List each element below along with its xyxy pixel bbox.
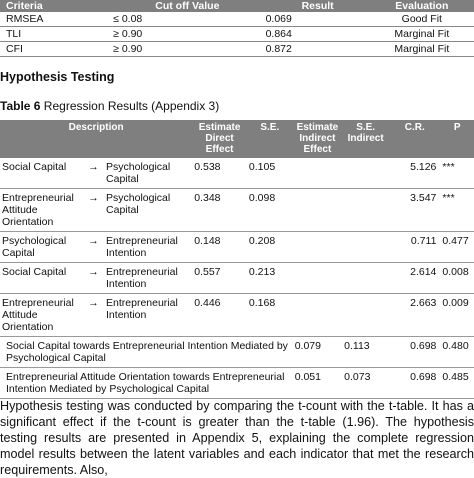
arrow-icon: →	[83, 263, 104, 294]
header-estimate-direct: Estimate Direct Effect	[198, 122, 241, 155]
row-p: 0.008	[440, 263, 474, 294]
fit-result: 0.872	[262, 42, 370, 57]
row-from: Entrepreneurial Attitude Orientation	[0, 189, 83, 232]
fit-row	[0, 12, 474, 27]
row-cr: 3.547	[389, 189, 440, 232]
fit-result: 0.864	[262, 27, 370, 42]
table-row-mediated	[0, 368, 474, 399]
fit-cutoff: ≥ 0.90	[109, 27, 261, 42]
row-estimate-direct: 0.538	[192, 158, 247, 189]
table-row	[0, 189, 474, 232]
row-se-indirect	[342, 294, 389, 337]
row-p: 0.480	[440, 337, 474, 368]
row-from: Entrepreneurial Attitude Orientation	[0, 294, 83, 337]
row-from: Social Capital	[0, 158, 83, 189]
row-estimate-direct: 0.148	[192, 232, 247, 263]
header-description: Description	[68, 122, 124, 133]
row-to: Entrepreneurial Intention	[104, 232, 192, 263]
row-se-indirect	[342, 158, 389, 189]
mediated-description: Social Capital towards Entrepreneurial Intention Mediated by Psychological Capital	[0, 337, 293, 368]
section-heading: Hypothesis Testing	[0, 70, 115, 84]
row-p: 0.009	[440, 294, 474, 337]
row-p: ***	[440, 189, 474, 232]
table-row	[0, 232, 474, 263]
regression-results-table	[0, 120, 474, 399]
row-cr: 0.711	[389, 232, 440, 263]
row-estimate-indirect	[293, 263, 342, 294]
row-se: 0.213	[247, 263, 293, 294]
row-se-indirect: 0.073	[342, 368, 389, 399]
row-estimate-direct: 0.557	[192, 263, 247, 294]
fit-table-header	[0, 0, 474, 12]
fit-row	[0, 27, 474, 42]
row-cr: 2.663	[389, 294, 440, 337]
row-se-indirect	[342, 189, 389, 232]
row-p: 0.485	[440, 368, 474, 399]
arrow-icon: →	[83, 232, 104, 263]
table-row-mediated	[0, 337, 474, 368]
fit-header-cutoff: Cut off Value	[155, 0, 220, 12]
fit-row	[0, 42, 474, 57]
table-row	[0, 158, 474, 189]
fit-criteria: RMSEA	[0, 12, 109, 27]
table-row	[0, 263, 474, 294]
row-to: Entrepreneurial Intention	[104, 263, 192, 294]
table-row	[0, 294, 474, 337]
fit-header-evaluation: Evaluation	[395, 0, 449, 12]
row-cr: 0.698	[389, 337, 440, 368]
fit-cutoff: ≥ 0.90	[109, 42, 261, 57]
fit-evaluation: Marginal Fit	[370, 27, 474, 42]
mediated-description: Entrepreneurial Attitude Orientation towards Entrepreneurial Intention Mediated by Psychological Capital	[0, 368, 293, 399]
row-p: 0.477	[440, 232, 474, 263]
fit-header-result: Result	[301, 0, 334, 12]
arrow-icon: →	[83, 294, 104, 337]
row-cr: 5.126	[389, 158, 440, 189]
header-se: S.E.	[260, 122, 280, 133]
row-se: 0.105	[247, 158, 293, 189]
table-caption-label: Table 6	[0, 99, 41, 113]
row-se: 0.168	[247, 294, 293, 337]
fit-evaluation: Good Fit	[370, 12, 474, 27]
fit-criteria-table	[0, 0, 474, 57]
row-se-indirect: 0.113	[342, 337, 389, 368]
fit-cutoff: ≤ 0.08	[109, 12, 261, 27]
row-from: Social Capital	[0, 263, 83, 294]
table-caption	[0, 99, 219, 113]
row-estimate-direct: 0.348	[192, 189, 247, 232]
row-se: 0.208	[247, 232, 293, 263]
body-paragraph: Hypothesis testing was conducted by comparing the t-count with the t-table. It has a significant effect if the t-count is greater than the t-table (1.96). The hypothesis testing results are presented in Appendix 5, explaining the complete regression model results between the latent variables and each indicator that met the research requirements. Also,	[0, 399, 474, 477]
fit-criteria: CFI	[0, 42, 109, 57]
row-se-indirect	[342, 232, 389, 263]
row-estimate-indirect	[293, 294, 342, 337]
table-caption-text: Regression Results (Appendix 3)	[40, 99, 220, 113]
row-estimate-indirect: 0.079	[293, 337, 342, 368]
row-to: Psychological Capital	[104, 189, 192, 232]
header-p: P	[453, 122, 461, 133]
fit-criteria: TLI	[0, 27, 109, 42]
fit-header-criteria: Criteria	[6, 0, 43, 12]
row-se: 0.098	[247, 189, 293, 232]
row-estimate-direct: 0.446	[192, 294, 247, 337]
row-se-indirect	[342, 263, 389, 294]
row-estimate-indirect	[293, 189, 342, 232]
regression-table-header	[0, 120, 474, 158]
fit-evaluation: Marginal Fit	[370, 42, 474, 57]
row-estimate-indirect	[293, 158, 342, 189]
arrow-icon: →	[83, 158, 104, 189]
row-cr: 2.614	[389, 263, 440, 294]
row-from: Psychological Capital	[0, 232, 83, 263]
row-p: ***	[440, 158, 474, 189]
arrow-icon: →	[83, 189, 104, 232]
row-estimate-indirect	[293, 232, 342, 263]
header-cr: C.R.	[404, 122, 425, 133]
row-estimate-indirect: 0.051	[293, 368, 342, 399]
header-se-indirect: S.E. Indirect	[347, 122, 384, 144]
header-estimate-indirect: Estimate Indirect Effect	[296, 122, 339, 155]
row-cr: 0.698	[389, 368, 440, 399]
row-to: Psychological Capital	[104, 158, 192, 189]
row-to: Entrepreneurial Intention	[104, 294, 192, 337]
fit-result: 0.069	[262, 12, 370, 27]
